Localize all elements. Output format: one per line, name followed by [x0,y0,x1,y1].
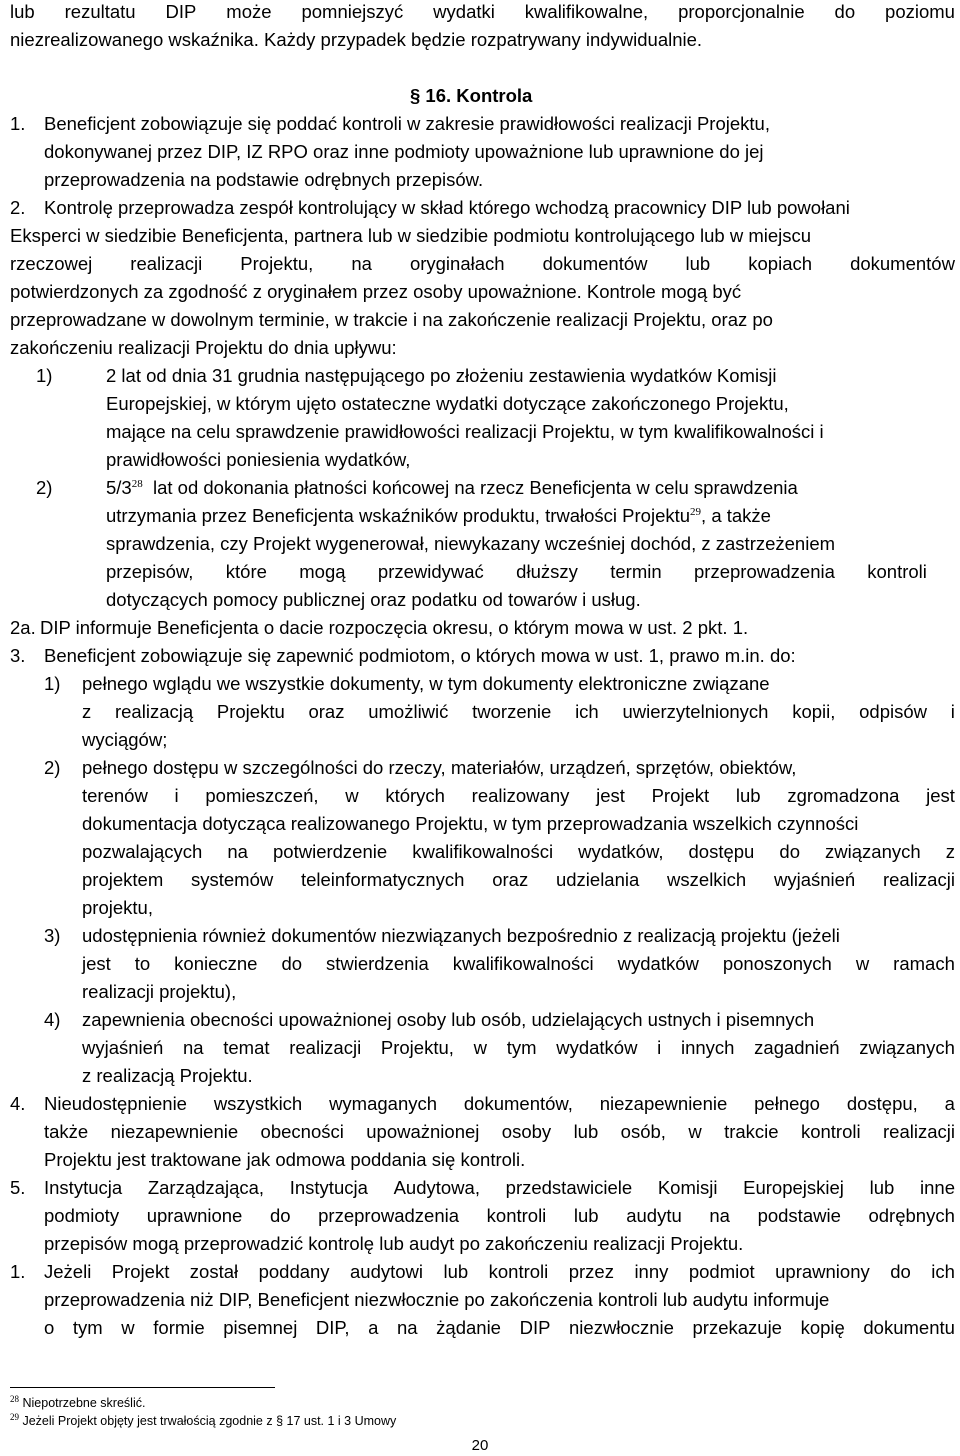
word: kwalifikowalności [412,841,554,862]
word: wydatki [433,1,495,22]
word: do [779,841,800,862]
p2-item2-line-5: dotyczących pomocy publicznej oraz podatku od towarów i usług. [106,589,641,610]
word: kopiach [748,253,813,274]
word: podstawie [757,1205,841,1226]
word: realizacji [883,1121,955,1142]
paragraph-number: 1. [10,1261,26,1282]
word: jest [596,785,625,806]
word: uprawnione [146,1205,243,1226]
word: zagadnień [754,1037,840,1058]
word: w [345,785,359,806]
word: na [397,1317,418,1338]
word: pozwalających [82,841,203,862]
word: z [945,841,955,862]
word: terenów [82,785,148,806]
word: dokumentów, [463,1093,573,1114]
word: związanych [825,841,921,862]
word: audytu [626,1205,682,1226]
word: stwierdzenia [326,953,429,974]
word: to [134,953,151,974]
word: wydatków, [578,841,664,862]
p2-line-2: Eksperci w siedzibie Beneficjenta, partnera lub w siedzibie podmiotu kontrolującego lub w miejscu [10,225,812,246]
list-item-number: 2) [36,477,53,498]
word: Projektu [216,701,285,722]
p2-line-4: potwierdzonych za zgodność z oryginałem przez osoby upoważnione. Kontrole mogą być [10,281,742,302]
p2-item2-line-3: sprawdzenia, czy Projekt wygenerował, niewykazany wcześniej dochód, z zastrzeżeniem [106,533,836,554]
word: mogą [299,561,346,582]
word: termin [610,561,662,582]
word: DIP [165,1,197,22]
p3-item1-line-1: pełnego wglądu we wszystkie dokumenty, w tym dokumenty elektroniczne związane [82,673,770,694]
p3-item2-line-6: projektu, [82,897,153,918]
word: potwierdzenie [273,841,388,862]
footnote-separator [10,1387,275,1388]
word: jest [82,953,111,974]
list-item-number: 1) [36,365,53,386]
word: niezapewnienie [110,1121,239,1142]
word: inne [920,1177,955,1198]
word: do [281,953,303,974]
word: w [688,1121,702,1142]
p3-item2-line-3: dokumentacja dotycząca realizowanego Projektu, w tym przeprowadzania wszelkich czynności [82,813,859,834]
p2-item2-line-2 [106,502,771,530]
word: oraz [492,869,529,890]
word: na [351,253,372,274]
p3-item1-line-3: wyciągów; [82,729,168,750]
word: rzeczowej [10,253,93,274]
word: Audytowa, [393,1177,480,1198]
word: odrębnych [868,1205,955,1226]
word: kontroli [486,1205,547,1226]
word: został [189,1261,239,1282]
word: audytowi [350,1261,424,1282]
word: lub [573,1121,599,1142]
fraction-text: 5/3 [106,477,132,498]
p3-item2-line-2 [82,782,955,810]
word: pełnego [754,1093,820,1114]
word: temat [223,1037,270,1058]
p2-item1-line-2: Europejskiej, w którym ujęto ostateczne wydatki dotyczące zakończonego Projektu, [106,393,789,414]
word: a [944,1093,955,1114]
word: niezwłocznie [569,1317,674,1338]
word: oraz [308,701,345,722]
word: i [174,785,179,806]
word: poziomu [885,1,955,22]
word: jest [926,785,955,806]
word: osoby [501,1121,552,1142]
footnote-28 [10,1393,146,1410]
word: i [657,1037,662,1058]
p6-line-1 [44,1258,955,1286]
word: kontroli [800,1121,861,1142]
word: Instytucja [289,1177,368,1198]
word: Zarządzająca, [147,1177,265,1198]
p2-line-3 [10,250,955,278]
footnote-ref-29[interactable]: 29 [690,505,702,518]
word: dokumentu [863,1317,955,1338]
p2-line-5: przeprowadzane w dowolnym terminie, w trakcie i na zakończenie realizacji Projektu, oraz po [10,309,773,330]
word: inny [634,1261,669,1282]
word: ponoszonych [722,953,832,974]
word: Nieudostępnienie [44,1093,187,1114]
word: związanych [859,1037,955,1058]
word: teleinformatycznych [300,869,465,890]
word: przeprowadzenia [318,1205,460,1226]
word: podmiot [688,1261,755,1282]
word: Projekt [651,785,710,806]
word: DIP, [315,1317,350,1338]
paragraph-number: 2a. [10,617,36,638]
word: tym [506,1037,537,1058]
word: rezultatu [64,1,136,22]
word: wyjaśnień [773,869,856,890]
paragraph-number: 2. [10,197,26,218]
word: a [368,1317,379,1338]
p3-text: Beneficjent zobowiązuje się zapewnić podmiotom, o których mowa w ust. 1, prawo m.in. do: [44,645,796,666]
word: które [225,561,267,582]
word: kwalifikowalne, [524,1,649,22]
word: przekazuje [692,1317,782,1338]
word: Projekt [111,1261,170,1282]
footnote-mark: 29 [10,1411,19,1422]
word: realizacji [289,1037,362,1058]
word: kwalifikowalności [452,953,594,974]
word: przedstawiciele [505,1177,633,1198]
p3-item3-line-2 [82,950,955,978]
p3-item4-line-1: zapewnienia obecności upoważnionej osoby lub osób, udzielających ustnych i pisemnych [82,1009,815,1030]
word: lub [10,1,35,22]
p2-item2-line-4 [106,558,927,586]
list-item-number: 2) [44,757,61,778]
word: realizacji [130,253,203,274]
word: DIP [519,1317,551,1338]
p1-line-1: Beneficjent zobowiązuje się poddać kontroli w zakresie prawidłowości realizacji Projektu, [44,113,770,134]
word: umożliwić [368,701,449,722]
word: podmioty [44,1205,120,1226]
word: zgromadzona [787,785,900,806]
word: uprawniony [775,1261,870,1282]
word: których [385,785,445,806]
word: tworzenie [472,701,552,722]
word: lub [443,1261,469,1282]
p2a-text: DIP informuje Beneficjenta o dacie rozpoczęcia okresu, o którym mowa w ust. 2 pkt. 1. [40,617,749,638]
word: lub [685,253,711,274]
p3-item2-line-1: pełnego dostępu w szczególności do rzeczy, materiałów, urządzeń, sprzętów, obiektów, [82,757,797,778]
intro-line-2: niezrealizowanego wskaźnika. Każdy przypadek będzie rozpatrywany indywidualnie. [10,29,703,50]
p3-item2-line-4 [82,838,955,866]
word: dostępu, [846,1093,918,1114]
word: obecności [260,1121,344,1142]
paragraph-number: 4. [10,1093,26,1114]
word: do [834,1,856,22]
word: może [226,1,272,22]
word: dłuższy [516,561,578,582]
list-item-number: 4) [44,1009,61,1030]
word: wydatków [556,1037,638,1058]
paragraph-number: 3. [10,645,26,666]
word: realizowany [471,785,570,806]
p5-line-1 [44,1174,955,1202]
word: Projektu, [380,1037,454,1058]
word: ramach [893,953,955,974]
word: wymaganych [329,1093,438,1114]
word: ich [575,701,599,722]
p2-item1-line-1: 2 lat od dnia 31 grudnia następującego po złożeniu zestawienia wydatków Komisji [106,365,777,386]
p1-line-2: dokonywanej przez DIP, IZ RPO oraz inne podmioty upoważnione lub uprawnione do jej [44,141,764,162]
word: konieczne [174,953,258,974]
word: w [855,953,870,974]
word: wszystkich [213,1093,303,1114]
word: dokumentów [850,253,955,274]
word: dokumentów [542,253,648,274]
word: Projektu, [240,253,314,274]
word: żądanie [436,1317,501,1338]
word: pomniejszyć [301,1,404,22]
word: tym [72,1317,103,1338]
p2-item1-line-3: mające na celu sprawdzenie prawidłowości realizacji Projektu, w tym kwalifikowalności i [106,421,824,442]
p2-item2-line-2-text: utrzymania przez Beneficjenta wskaźników produktu, trwałości Projektu [106,505,691,526]
word: proporcjonalnie [678,1,805,22]
p1-line-3: przeprowadzenia na podstawie odrębnych przepisów. [44,169,484,190]
word: wyjaśnień [82,1037,164,1058]
p3-item3-line-1: udostępnienia również dokumentów niezwiązanych bezpośrednio z realizacją projektu (jeżeli [82,925,840,946]
word: w [121,1317,135,1338]
word: na [182,1037,204,1058]
p6-line-2: przeprowadzenia niż DIP, Beneficjent niezwłocznie po zakończenia kontroli lub audytu informuje [44,1289,830,1310]
word: systemów [190,869,274,890]
word: pomieszczeń, [205,785,319,806]
section-heading: § 16. Kontrola [410,85,533,106]
p4-line-2 [44,1118,955,1146]
p3-item4-line-2 [82,1034,955,1062]
word: Komisji [657,1177,718,1198]
paragraph-number: 1. [10,113,26,134]
word: kontroli [488,1261,549,1282]
word: oryginałach [409,253,505,274]
p2-line-6: zakończeniu realizacji Projektu do dnia upływu: [10,337,397,358]
word: z [82,701,92,722]
word: Europejskiej [743,1177,844,1198]
word: przepisów, [106,561,194,582]
word: formie [153,1317,205,1338]
p3-item4-line-3: z realizacją Projektu. [82,1065,253,1086]
word: lub [869,1177,895,1198]
list-item-number: 1) [44,673,61,694]
word: także [44,1121,89,1142]
word: odpisów [859,701,928,722]
p2-item2-line-2-rest: , a także [701,505,771,526]
footnote-ref-28[interactable]: 28 [131,477,143,490]
list-item-number: 3) [44,925,61,946]
word: ich [931,1261,955,1282]
word: uwierzytelnionych [622,701,769,722]
p3-item3-line-3: realizacji projektu), [82,981,237,1002]
word: Jeżeli [44,1261,92,1282]
word: lub [735,785,761,806]
p2-item2-line-1 [106,474,798,502]
word: w [473,1037,487,1058]
p5-line-2 [44,1202,955,1230]
word: niezapewnienie [599,1093,728,1114]
paragraph-number: 5. [10,1177,26,1198]
footnote-text: Jeżeli Projekt objęty jest trwałością zgodnie z § 17 ust. 1 i 3 Umowy [22,1414,397,1428]
page-number: 20 [471,1437,489,1454]
word: o [44,1317,55,1338]
word: innych [680,1037,735,1058]
word: do [269,1205,291,1226]
footnote-text: Niepotrzebne skreślić. [22,1396,146,1410]
word: realizacją [114,701,194,722]
word: Instytucja [44,1177,123,1198]
word: na [709,1205,730,1226]
word: upoważnionej [366,1121,480,1142]
p3-item2-line-5 [82,866,955,894]
word: kopię [800,1317,845,1338]
p4-line-1 [44,1090,955,1118]
p2-item2-line-1-rest: lat od dokonania płatności końcowej na rzecz Beneficjenta w celu sprawdzenia [153,477,798,498]
word: przez [568,1261,614,1282]
word: realizacji [882,869,955,890]
word: kontroli [867,561,927,582]
word: dostępu [688,841,755,862]
word: projektem [82,869,164,890]
word: i [950,701,955,722]
p2-item1-line-4: prawidłowości poniesienia wydatków, [106,449,411,470]
p5-line-3: przepisów mogą przeprowadzić kontrolę lub audyt po zakończeniu realizacji Projektu. [44,1233,744,1254]
p4-line-3: Projektu jest traktowane jak odmowa poddania się kontroli. [44,1149,526,1170]
footnote-mark: 28 [10,1393,19,1404]
word: wydatków [617,953,699,974]
intro-line-1 [10,0,955,26]
word: trakcie [724,1121,779,1142]
word: przeprowadzenia [694,561,835,582]
word: lub [573,1205,599,1226]
word: pisemnej [223,1317,298,1338]
word: wszelkich [667,869,747,890]
p6-line-3 [44,1314,955,1342]
word: na [227,841,248,862]
word: do [890,1261,911,1282]
word: poddany [258,1261,330,1282]
footnote-29 [10,1411,397,1428]
word: przewidywać [377,561,484,582]
word: kopii, [792,701,836,722]
p3-item1-line-2 [82,698,955,726]
word: osób, [620,1121,666,1142]
p2-line-1: Kontrolę przeprowadza zespół kontrolujący w skład którego wchodzą pracownicy DIP lub powołani [44,197,850,218]
word: udzielania [555,869,640,890]
